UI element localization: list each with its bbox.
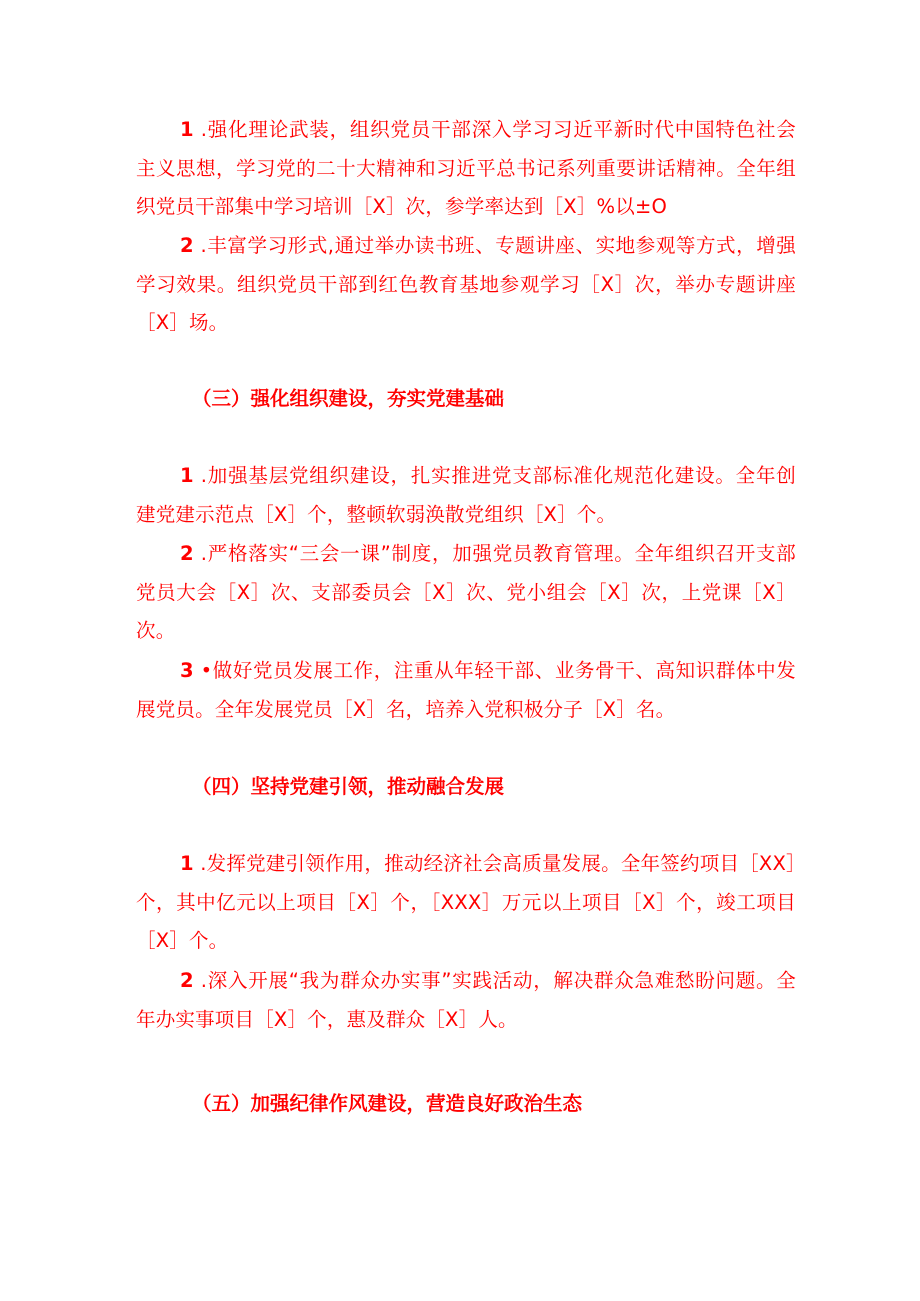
section-heading-4: （四）坚持党建引领，推动融合发展 <box>192 775 505 798</box>
item-number: 2 <box>180 969 194 992</box>
paragraph-org-1 <box>136 457 796 534</box>
paragraph-dev-1 <box>136 845 796 961</box>
paragraph-text: .发挥党建引领作用，推动经济社会高质量发展。全年签约项目［XX］个，其中亿元以上项目［X］个，［XXX］万元以上项目［X］个，竣工项目［X］个。 <box>136 852 796 952</box>
paragraph-org-3 <box>136 652 796 729</box>
item-number: 1 <box>180 118 194 141</box>
section-heading-3: （三）强化组织建设，夯实党建基础 <box>192 387 505 410</box>
item-number: 2 <box>180 542 194 565</box>
paragraph-dev-2 <box>136 962 796 1039</box>
paragraph-org-2 <box>136 535 796 651</box>
paragraph-text: .加强基层党组织建设，扎实推进党支部标准化规范化建设。全年创建党建示范点［X］个，整顿软弱涣散党组织［X］个。 <box>136 464 796 526</box>
section-heading-5: （五）加强纪律作风建设，营造良好政治生态 <box>192 1092 583 1115</box>
paragraph-text: •做好党员发展工作，注重从年轻干部、业务骨干、高知识群体中发展党员。全年发展党员［X］名，培养入党积极分子［X］名。 <box>136 659 796 721</box>
paragraph-study-2 <box>136 227 796 343</box>
paragraph-study-1 <box>136 111 796 227</box>
item-number: 3 <box>180 659 194 682</box>
paragraph-text: .丰富学习形式,通过举办读书班、专题讲座、实地参观等方式，增强学习效果。组织党员干部到红色教育基地参观学习［X］次，举办专题讲座［X］场。 <box>136 234 796 334</box>
paragraph-text: .严格落实“三会一课”制度，加强党员教育管理。全年组织召开支部党员大会［X］次、支部委员会［X］次、党小组会［X］次，上党课［X］次。 <box>136 542 796 642</box>
item-number: 2 <box>180 234 194 257</box>
paragraph-text: .深入开展“我为群众办实事”实践活动，解决群众急难愁盼问题。全年办实事项目［X］个，惠及群众［X］人。 <box>136 969 796 1031</box>
item-number: 1 <box>180 464 194 487</box>
item-number: 1 <box>180 852 194 875</box>
paragraph-text: .强化理论武装，组织党员干部深入学习习近平新时代中国特色社会主义思想，学习党的二十大精神和习近平总书记系列重要讲话精神。全年组织党员干部集中学习培训［X］次，参学率达到［X］%以±O <box>136 118 796 218</box>
